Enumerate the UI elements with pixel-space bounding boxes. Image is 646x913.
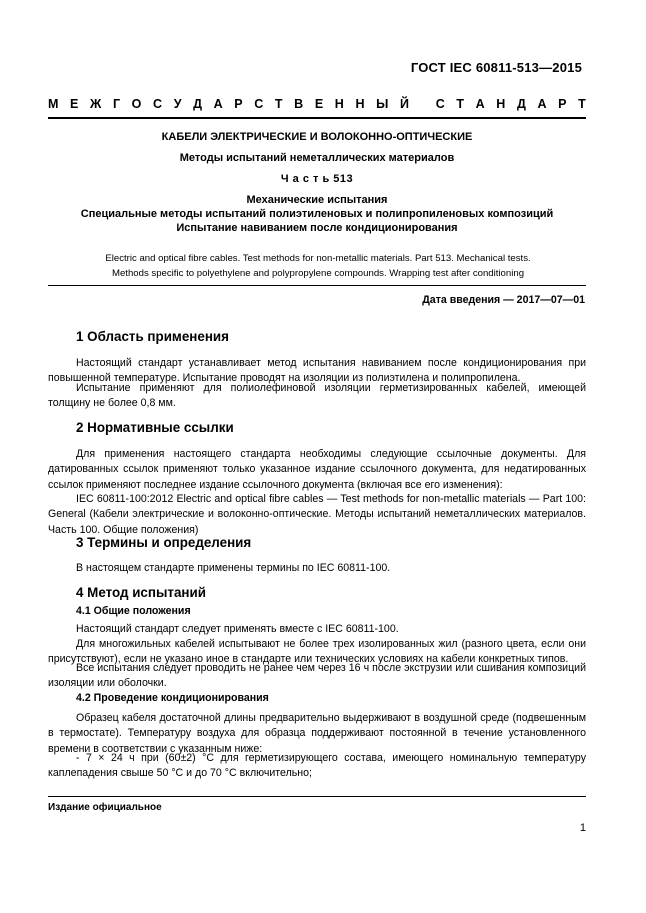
section-4-1-paragraph-1: Настоящий стандарт следует применять вместе с IEC 60811-100.: [76, 623, 399, 635]
header-divider: [48, 117, 586, 119]
title-line-4: Механические испытания: [246, 194, 388, 206]
standard-kind-letter: С: [153, 97, 163, 111]
english-title-line-1: Electric and optical fibre cables. Test methods for non-metallic materials. Part 513. Mechanical tests.: [105, 253, 531, 264]
standard-kind-letter: Т: [578, 97, 586, 111]
introduction-date: Дата введения — 2017—07—01: [422, 294, 585, 306]
standard-kind-letter: С: [254, 97, 264, 111]
title-line-2: Методы испытаний неметаллических материалов: [179, 152, 455, 164]
section-1-paragraph-1: Настоящий стандарт устанавливает метод испытания навиванием после кондиционирования при повышенной температуре. Испытание проводят на изоляции из полиэтилена и полипропилена.: [48, 357, 586, 385]
title-line-1: КАБЕЛИ ЭЛЕКТРИЧЕСКИЕ И ВОЛОКОННО-ОПТИЧЕСКИЕ: [161, 131, 473, 143]
section-4-1-paragraph-2: Для многожильных кабелей испытывают не более трех изолированных жил (разного цвета, если они присутствуют), если не указано иное в стандарте или технических условиях на кабели конкретных типов.: [48, 638, 586, 666]
standard-kind-letter: Т: [274, 97, 283, 111]
standard-kind-letter: Н: [334, 97, 344, 111]
standard-kind-letter: Е: [314, 97, 324, 111]
standard-kind-letter: А: [537, 97, 547, 111]
standard-kind-letter: Г: [112, 97, 121, 111]
standard-kind-letter: Ж: [90, 97, 102, 111]
standard-kind-letter: Н: [496, 97, 506, 111]
section-4-2-heading: 4.2 Проведение кондиционирования: [76, 692, 269, 704]
title-part-number: Ч а с т ь 513: [280, 173, 354, 185]
section-2-paragraph-1: Для применения настоящего стандарта необходимы следующие ссылочные документы. Для датированных ссылок применяют только указанное издание ссылочного документа, для недатированных ссылок применяют последнее издание ссылочного документа (включая все его изменения):: [48, 448, 586, 491]
standard-kind-letter: О: [131, 97, 142, 111]
standard-kind-letter: Е: [70, 97, 79, 111]
title-line-5: Специальные методы испытаний полиэтиленовых и полипропиленовых композиций: [80, 208, 554, 220]
standard-kind-letter: С: [435, 97, 445, 111]
section-2-reference: IEC 60811-100:2012 Electric and optical fibre cables — Test methods for non-metallic materials — Part 100: General (Кабели электрические и волоконно-оптические. Методы испытаний неметаллических материалов. Часть 100. Общие положения): [48, 493, 586, 536]
footer-divider: [48, 796, 586, 797]
standard-kind-letter: Д: [193, 97, 202, 111]
section-4-2-list-item-1: - 7 × 24 ч при (60±2) °С для герметизирующего состава, имеющего номинальную температуру каплепадения свыше 50 °С и до 70 °С включительно;: [48, 752, 586, 780]
standard-kind-letter: Р: [558, 97, 567, 111]
section-1-paragraph-2: Испытание применяют для полиолефиновой изоляции герметизированных кабелей, имеющей толщину не более 0,8 мм.: [48, 382, 586, 410]
standard-kind-letter: У: [173, 97, 182, 111]
section-3-heading: 3 Термины и определения: [76, 535, 252, 550]
english-title: [60, 251, 576, 281]
standard-kind-letter: Д: [516, 97, 526, 111]
section-4-2-paragraph-1: Образец кабеля достаточной длины предварительно выдерживают в воздушной среде (подвешенным в термостате). Температуру воздуха для образца поддерживают постоянной в течение установленного времени в соответствии с указанным ниже:: [48, 712, 586, 755]
section-2-heading: 2 Нормативные ссылки: [76, 420, 234, 435]
standard-kind-letter: Й: [399, 97, 409, 111]
standard-kind-letter: А: [475, 97, 485, 111]
section-3-paragraph-1: В настоящем стандарте применены термины по IEC 60811-100.: [76, 562, 391, 574]
section-4-1-heading: 4.1 Общие положения: [76, 605, 191, 617]
standard-kind-letter: В: [294, 97, 304, 111]
standard-kind-letter: А: [213, 97, 223, 111]
standard-kind-letter: Н: [355, 97, 365, 111]
title-divider: [48, 285, 586, 286]
edition-label: Издание официальное: [48, 802, 162, 813]
standard-kind-letter: Ы: [376, 97, 389, 111]
section-4-heading: 4 Метод испытаний: [76, 585, 206, 600]
standard-kind-letter: Р: [234, 97, 243, 111]
title-line-6: Испытание навиванием после кондиционирования: [176, 222, 458, 234]
standard-kind-letter: [421, 97, 424, 111]
standard-kind-letter: Т: [456, 97, 464, 111]
standard-number: ГОСТ IEC 60811-513—2015: [410, 60, 582, 75]
standard-kind-heading: [48, 97, 586, 111]
english-title-line-2: Methods specific to polyethylene and polypropylene compounds. Wrapping test after conditioning: [111, 268, 525, 279]
page-number: 1: [579, 822, 586, 834]
section-4-1-paragraph-3: Все испытания следует проводить не ранее чем через 16 ч после экструзии или сшивания композиций изоляции или оболочки.: [48, 662, 586, 690]
standard-kind-letter: М: [48, 97, 59, 111]
section-1-heading: 1 Область применения: [76, 329, 229, 344]
